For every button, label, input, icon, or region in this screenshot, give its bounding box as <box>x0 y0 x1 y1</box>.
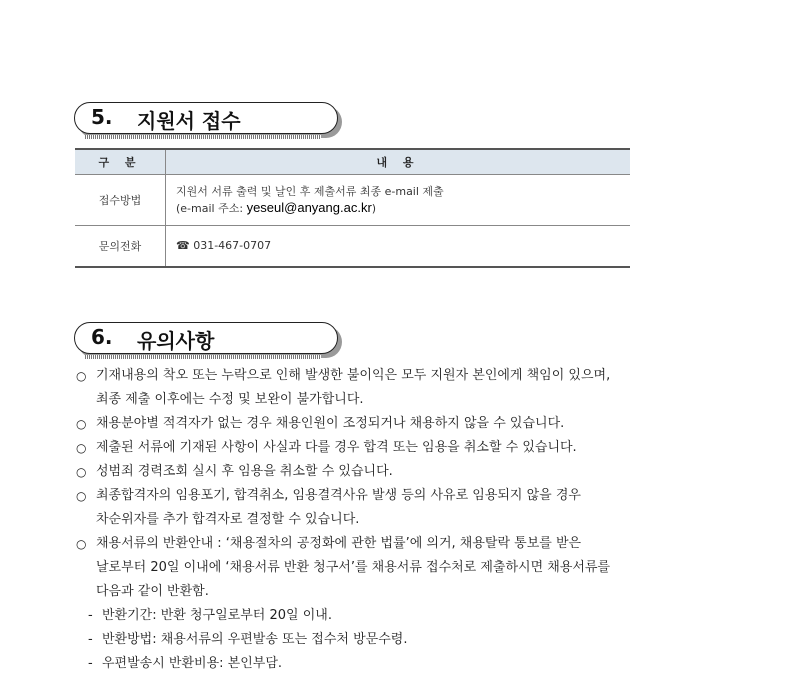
section-5-heading <box>74 102 338 134</box>
bullet-icon: ○ <box>76 441 87 455</box>
bullet-icon: ○ <box>76 465 87 479</box>
list-item: ○ 성범죄 경력조회 실시 후 임용을 취소할 수 있습니다. <box>76 460 776 484</box>
bullet-icon: ○ <box>76 537 87 551</box>
list-item: ○ 기재내용의 착오 또는 누락으로 인해 발생한 불이익은 모두 지원자 본인에게 책임이 있으며, 최종 제출 이후에는 수정 및 보완이 불가합니다. <box>76 364 776 412</box>
method-line-1: 지원서 서류 출력 및 날인 후 제출서류 최종 e-mail 제출 <box>176 184 444 198</box>
row-content-contact <box>166 226 631 268</box>
dash-icon: - <box>88 632 93 647</box>
section-5-number: 5. <box>91 105 113 129</box>
section-5-title: 지원서 접수 <box>137 109 241 133</box>
bullet-icon: ○ <box>76 417 87 431</box>
email-link[interactable]: yeseul@anyang.ac.kr <box>246 199 372 215</box>
sub-list-item: - 반환방법: 채용서류의 우편발송 또는 접수처 방문수령. <box>76 628 776 652</box>
heading-underline <box>85 355 321 359</box>
section-6-number: 6. <box>91 325 113 349</box>
method-line-2: (e-mail 주소: yeseul@anyang.ac.kr) <box>176 199 377 215</box>
header-content: 내 용 <box>166 149 631 175</box>
notes-list <box>76 364 776 676</box>
table-row <box>75 226 630 268</box>
table-row <box>75 175 630 226</box>
list-item: ○ 제출된 서류에 기재된 사항이 사실과 다를 경우 합격 또는 임용을 취소할 수 있습니다. <box>76 436 776 460</box>
header-category: 구 분 <box>75 149 166 175</box>
row-content-method <box>166 175 631 226</box>
section-6-heading <box>74 322 338 354</box>
bullet-icon: ○ <box>76 489 87 503</box>
list-item: ○ 최종합격자의 임용포기, 합격취소, 임용결격사유 발생 등의 사유로 임용되지 않을 경우 차순위자를 추가 합격자로 결정할 수 있습니다. <box>76 484 776 532</box>
list-item: ○ 채용분야별 적격자가 없는 경우 채용인원이 조정되거나 채용하지 않을 수 있습니다. <box>76 412 776 436</box>
bullet-icon: ○ <box>76 369 87 383</box>
list-item: ○ 채용서류의 반환안내 : ‘채용절차의 공정화에 관한 법률’에 의거, 채용탈락 통보를 받은 날로부터 20일 이내에 ‘채용서류 반환 청구서’를 채용서류 접수처로 제출하시면 채용서류를 다음과 같이 반환함. <box>76 532 776 604</box>
dash-icon: - <box>88 656 93 671</box>
phone-icon: ☎ <box>176 239 190 252</box>
row-label-method: 접수방법 <box>75 175 166 226</box>
heading-underline <box>85 135 321 139</box>
section-6-title: 유의사항 <box>137 329 215 353</box>
table-header-row <box>75 149 630 175</box>
row-label-contact: 문의전화 <box>75 226 166 268</box>
application-table <box>75 148 630 268</box>
sub-list-item: - 반환기간: 반환 청구일로부터 20일 이내. <box>76 604 776 628</box>
sub-list-item: - 우편발송시 반환비용: 본인부담. <box>76 652 776 676</box>
phone-number: 031-467-0707 <box>193 239 272 252</box>
dash-icon: - <box>88 608 93 623</box>
